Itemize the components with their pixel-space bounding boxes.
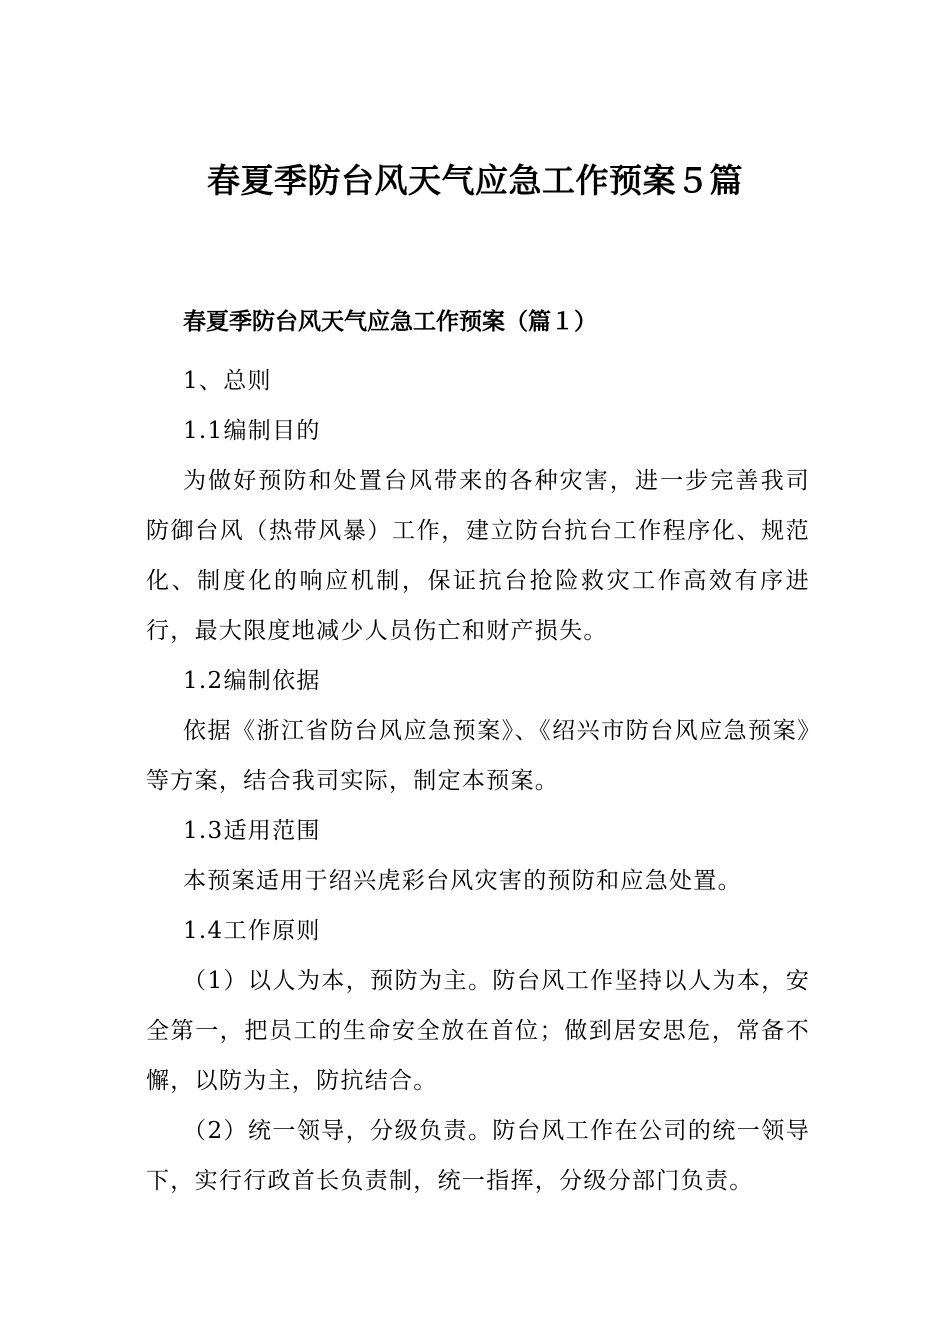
- heading-basis: 1.2编制依据: [183, 668, 321, 694]
- paragraph-principle-1: （1）以人为本，预防为主。防台风工作坚持以人为本，安全第一，把员工的生命安全放在首位；做到居安思危，常备不懈，以防为主，防抗结合。: [146, 968, 810, 1094]
- section-heading: 春夏季防台风天气应急工作预案（篇１）: [183, 309, 597, 335]
- paragraph-basis: 依据《浙江省防台风应急预案》、《绍兴市防台风应急预案》等方案，结合我司实际，制定本预案。: [146, 718, 810, 794]
- heading-scope: 1.3适用范围: [183, 818, 321, 844]
- paragraph-scope: 本预案适用于绍兴虎彩台风灾害的预防和应急处置。: [183, 868, 742, 894]
- paragraph-purpose: 为做好预防和处置台风带来的各种灾害，进一步完善我司防御台风（热带风暴）工作，建立防台抗台工作程序化、规范化、制度化的响应机制，保证抗台抢险救灾工作高效有序进行，最大限度地减少人员伤亡和财产损失。: [146, 468, 810, 644]
- heading-principles: 1.4工作原则: [183, 918, 321, 944]
- document-title: 春夏季防台风天气应急工作预案５篇: [207, 161, 743, 200]
- paragraph-principle-2: （2）统一领导，分级负责。防台风工作在公司的统一领导下，实行行政首长负责制，统一指挥，分级分部门负责。: [146, 1118, 810, 1194]
- heading-purpose: 1.1编制目的: [183, 418, 321, 444]
- heading-general-principles: 1、总则: [183, 368, 272, 394]
- document-body: [146, 356, 810, 1206]
